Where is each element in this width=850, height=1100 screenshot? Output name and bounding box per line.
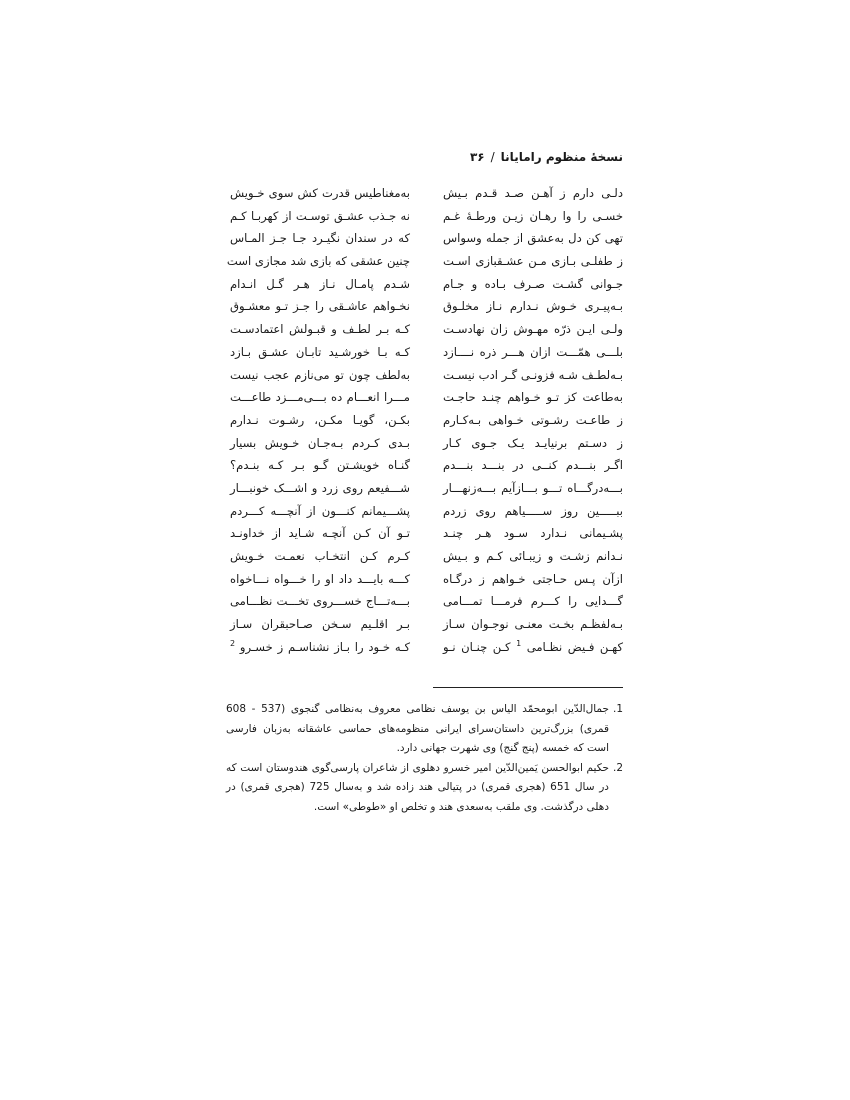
verse-text: نخـواهم عاشـقی را جـز تـو معشـوق [230,299,410,314]
verse-line [230,432,410,455]
verse-line [226,250,410,273]
verse-line [230,568,410,591]
verse-text: اگـر بنـــدم کنــی در بنـــد بنـــدم [443,458,623,473]
verse-column-right [443,182,623,658]
verse-line [443,409,623,432]
verse-text: کـرم کـن انتخـاب نعمـت خـویش [230,549,410,563]
verse-line [443,636,623,659]
verse-text: جـوانی گشـت صـرف بـاده و جـام [443,276,623,291]
verse-line [230,205,410,228]
verse-line [230,613,410,636]
book-title: نسخهٔ منظوم رامایانا [500,150,623,164]
verse-line [443,590,623,613]
verse-text: خسـی را وا رهـان زیـن ورطـهٔ غـم [443,208,623,223]
verse-line [230,590,410,613]
verse-text: گنـاه خویشـتن گـو بـر کـه بنـدم؟ [230,458,410,473]
verse-line [443,386,623,409]
verse-text: بـــه‌تـــاج خســـروی تخـــت نظـــامی [230,594,410,609]
verse-text: بـدی کـردم بـه‌جـان خـویش بسیار [230,435,410,450]
verse-text: بـه‌لطـف شـه فزونـی گـر ادب نیسـت [443,367,623,382]
verse-line [230,318,410,341]
verse-line [443,545,623,568]
verse-text: به‌مغناطیس قدرت کش سوی خـویش [230,186,410,200]
verse-text: کـه خـود را بـاز نشناسـم ز خسـرو [239,639,410,654]
footnote-divider [433,687,623,688]
footnote-number: 1. [612,703,623,715]
verse-line [443,568,623,591]
verse-line [230,273,410,296]
verse-text: بـــه‌درگـــاه تـــو بـــازآیم بـــه‌زنهـــار [443,480,623,495]
verse-text: بـه‌پیـری خـوش نـدارم نـاز مخلـوق [443,299,623,314]
verse-text: ولـی ایـن ذرّه مهـوش زان نهادسـت [443,322,623,337]
verse-line [443,273,623,296]
verse-text: دلـی دارم ز آهـن صـد قـدم بـیش [443,186,623,200]
verse-line [230,386,410,409]
verse-line [230,636,410,659]
verse-line [443,227,623,250]
footnote-text: حکیم ابوالحسن یَمین‌الدّین امیر خسرو دهلوی از شاعران پارسی‌گوی هندوستان است که در سال 651 (هجری قمری) در پتیالی هند زاده شد و به‌سال 725 (هجری قمری) در دهلی درگذشت. وی ملقب به‌سعدی هند و تخلص او «طوطی» است. [226,761,609,813]
verse-text: ازآن پـس حـاجتی خـواهم ز درگـاه [443,571,623,586]
footnote-ref: 1 [516,638,522,648]
verse-line [230,295,410,318]
footnotes [226,700,623,817]
verse-text: ببـــــین روز ســـــیاهم روی زردم [443,503,623,518]
verse-line [443,318,623,341]
verse-text: بـه‌لفظـم بخـت معنـی نوجـوان سـاز [443,617,623,632]
verse-line [443,454,623,477]
verse-text: به‌طاعت کز تـو خـواهم چنـد حاجـت [443,390,623,405]
verse-text: بلـــی همّـــت ازان هـــر ذره نــــازد [443,344,623,359]
verse-line [230,364,410,387]
footnote-1 [226,700,623,759]
verse-line [230,477,410,500]
verse-line [230,409,410,432]
verse-text: ز طاعـت رشـوتی خـواهی بـه‌کـارم [443,412,623,427]
verse-line [230,545,410,568]
verse-line [443,295,623,318]
verse-text: پشـــیمانم کنـــون از آنچـــه کـــردم [230,503,410,518]
verse-line [230,182,410,205]
verse-text: مـــرا انعـــام ده بـــی‌مـــزد طاعـــت [230,390,410,405]
verse-text: بکـن، گویـا مکـن، رشـوت نـدارم [230,412,410,427]
footnote-number: 2. [612,761,623,774]
verse-line [230,341,410,364]
verse-line [443,341,623,364]
verse-text: گـــدایی را کـــرم فرمـــا تمـــامی [443,594,623,609]
verse-text: کـــه بایـــد داد او را خـــواه نـــاخواه [230,571,410,586]
footnote-2 [226,759,623,818]
verse-line [443,182,623,205]
verse-text: تهی کن دل به‌عشق از جمله وسواس [443,231,623,246]
footnote-text: جمال‌الدّین ابومحمّد الیاس بن یوسف نظامی معروف به‌نظامی گنجوی (537 - 608 قمری) بزرگ‌ترین داستان‌سرای ایرانی منظومه‌های حماسی عاشقانه به‌زبان فارسی است که خمسه (پنج گنج) وی شهرت جهانی دارد. [226,703,609,754]
verse-text: کـه بـا خورشـید تابـان عشـق بـازد [230,344,410,359]
verse-text: که در سندان نگیـرد جـا جـز المـاس [230,231,410,246]
page-header [469,150,623,164]
verse-line [230,522,410,545]
verse-text: شـدم پامـال نـاز هـر گـل انـدام [230,276,410,291]
verse-text: شـــفیعم روی زرد و اشـــک خونبـــار [230,480,410,495]
footnote-ref: 2 [230,638,236,648]
header-separator: / [490,150,495,164]
verse-text: کـه بـر لطـف و قبـولش اعتمادسـت [230,322,410,337]
verse-text: ز طفلـی بـازی مـن عشـقبازی اسـت [443,254,623,269]
verse-line [443,477,623,500]
verse-text: کهـن فـیض نظـامی [526,639,624,654]
verse-text: بـر اقلـیم سـخن صـاحبقران سـاز [230,617,410,632]
verse-text: چنین عشقی که بازی شد مجازی است [226,254,410,269]
verse-line [230,454,410,477]
verse-text: نه جـذب عشـق توسـت از کهربـا کـم [230,208,410,223]
verse-text: تـو آن کـن آنچـه شـاید از خداونـد [230,526,410,541]
verse-line [443,250,623,273]
verse-line [443,613,623,636]
verse-text: نـدانم زشـت و زیبـائی کـم و بـیش [443,549,623,563]
verse-line [230,227,410,250]
verse-line [443,500,623,523]
verse-text: ز دسـتم برنیایـد یـک جـوی کـار [443,435,623,450]
verse-line [443,205,623,228]
verse-line [443,364,623,387]
page-number: ۳۶ [469,150,485,164]
verse-column-left [226,182,410,658]
verse-text: پشـیمانی نـدارد سـود هـر چنـد [443,526,623,541]
verse-text: به‌لطف چون تو می‌نازم عجب نیست [230,367,410,382]
verse-line [230,500,410,523]
verse-line [443,432,623,455]
verse-text-tail: کـن چنـان نـو [443,639,511,654]
verse-line [443,522,623,545]
